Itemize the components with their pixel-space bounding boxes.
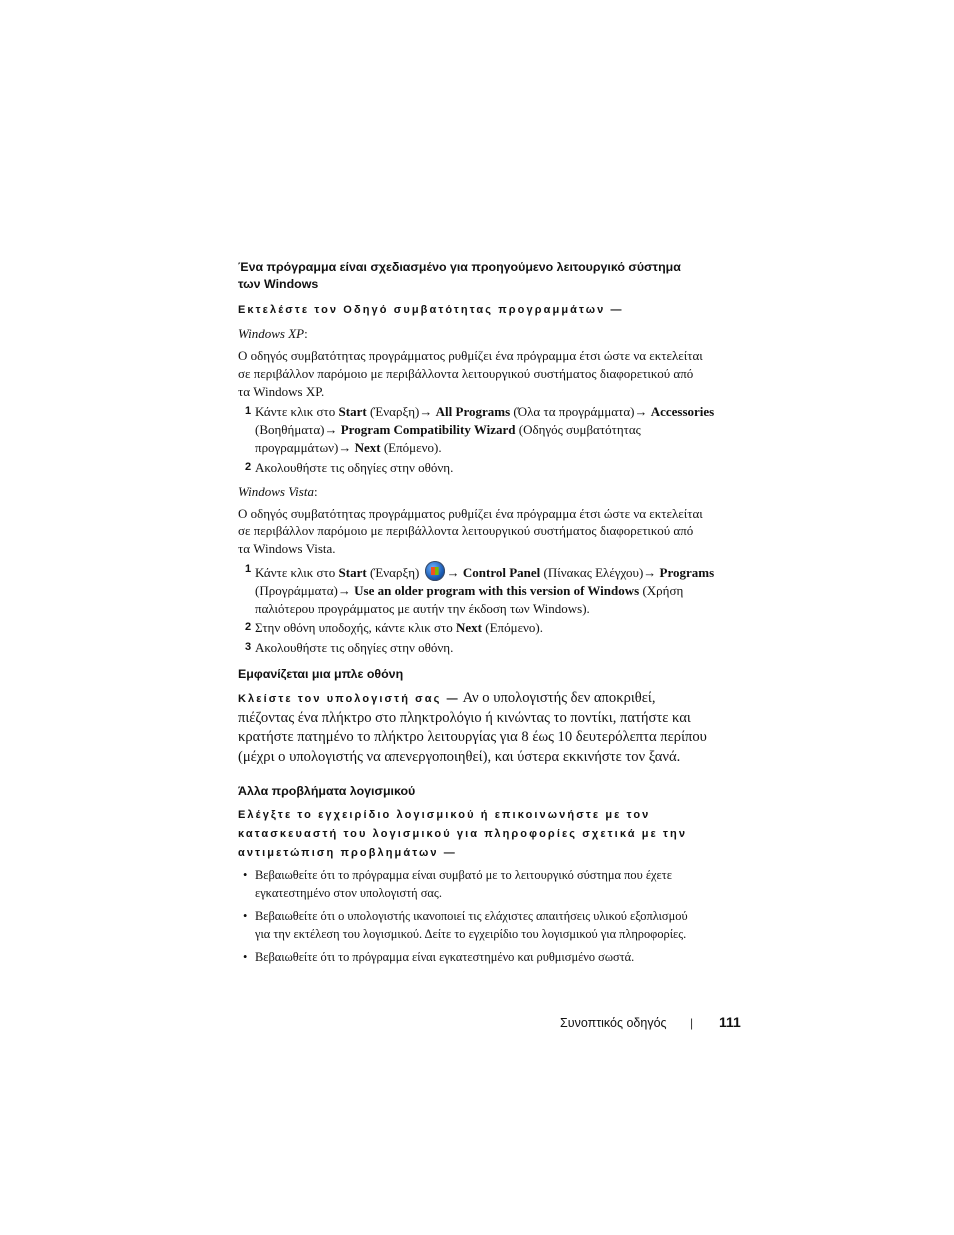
windows-start-orb-icon bbox=[425, 561, 445, 581]
vista-step-3: 3 Ακολουθήστε τις οδηγίες στην οθόνη. bbox=[245, 640, 454, 656]
footer-separator: | bbox=[690, 1016, 694, 1030]
list-item: • Βεβαιωθείτε ότι το πρόγραμμα είναι συμβατό με το λειτουργικό σύστημα που έχετε εγκατεστημένο στον υπολογιστή σας. bbox=[243, 868, 672, 900]
step-number: 2 bbox=[245, 460, 252, 473]
vista-step-2: 2 Στην οθόνη υποδοχής, κάντε κλικ στο Next (Επόμενο). bbox=[245, 620, 543, 636]
xp-step-1: 1 Κάντε κλικ στο Start (Έναρξη)→ All Programs (Όλα τα προγράμματα)→ Accessories (Βοηθήματα)→ Program Compatibility Wizard (Οδηγός συμβατότητας προγραμμάτων)→ Next (Επόμενο). bbox=[245, 404, 715, 455]
section-heading: Εμφανίζεται μια μπλε οθόνη bbox=[238, 667, 404, 681]
step-number: 2 bbox=[245, 621, 252, 634]
section-program-compat bbox=[238, 259, 738, 657]
step-number: 3 bbox=[245, 641, 252, 654]
step-number: 1 bbox=[245, 405, 252, 418]
bullet-icon: • bbox=[243, 950, 248, 964]
bullet-icon: • bbox=[243, 909, 248, 923]
list-item: • Βεβαιωθείτε ότι ο υπολογιστής ικανοποιεί τις ελάχιστες απαιτήσεις υλικού εξοπλισμού για την εκτέλεση του λογισμικού. Δείτε το εγχειρίδιο του λογισμικού για πληροφορίες. bbox=[243, 909, 688, 941]
footer-guide: Συνοπτικός οδηγός bbox=[560, 1016, 667, 1030]
blue-screen-paragraph: Κλείστε τον υπολογιστή σας — Αν ο υπολογιστής δεν αποκριθεί, πιέζοντας ένα πλήκτρο στο πληκτρολόγιο ή κινώντας το ποντίκι, πατήστε και κρατήστε πατημένο το πλήκτρο λειτουργίας για 8 έως 10 δευτερόλεπτα περίπου (μέχρι ο υπολογιστής να απενεργοποιηθεί), και ύστερα εκκινήστε τον ξανά. bbox=[238, 690, 707, 765]
section-other-software bbox=[238, 783, 738, 967]
vista-step-1: 1 Κάντε κλικ στο Start (Έναρξη) → Control Panel (Πίνακας Ελέγχου)→ Programs (Προγράμματα)→ Use an older program with this version of Windows (Χρήση παλιότερου προγράμματος με αυτήν την έκδοση των Windows). bbox=[245, 562, 715, 616]
section-heading: Άλλα προβλήματα λογισμικού bbox=[238, 784, 416, 798]
section-heading: Ένα πρόγραμμα είναι σχεδιασμένο για προηγούμενο λειτουργικό σύστημα των Windows bbox=[238, 260, 681, 291]
section-blue-screen bbox=[238, 666, 738, 767]
os-label-vista: Windows Vista: bbox=[238, 483, 318, 499]
lead-text: Εκτελέστε τον Οδηγό συμβατότητας προγραμμάτων — bbox=[238, 304, 624, 316]
xp-paragraph: Ο οδηγός συμβατότητας προγράμματος ρυθμίζει ένα πρόγραμμα έτσι ώστε να εκτελείται σε περιβάλλον παρόμοιο με περιβάλλοντα λειτουργικού συστήματος διαφορετικού από τα Windows XP. bbox=[238, 348, 703, 399]
list-item: • Βεβαιωθείτε ότι το πρόγραμμα είναι εγκατεστημένο και ρυθμισμένο σωστά. bbox=[238, 949, 738, 967]
bullet-icon: • bbox=[243, 868, 248, 882]
page-number: 111 bbox=[719, 1014, 741, 1030]
step-number: 1 bbox=[245, 562, 252, 575]
os-label-xp: Windows XP: bbox=[238, 326, 308, 341]
lead-text: Ελέγξτε το εγχειρίδιο λογισμικού ή επικοινωνήστε με τον κατασκευαστή του λογισμικού για πληροφορίες σχετικά με την αντιμετώπιση προβλημάτων — bbox=[238, 809, 688, 859]
vista-paragraph: Ο οδηγός συμβατότητας προγράμματος ρυθμίζει ένα πρόγραμμα έτσι ώστε να εκτελείται σε περιβάλλον παρόμοιο με περιβάλλοντα λειτουργικού συστήματος διαφορετικού από τα Windows Vista. bbox=[238, 505, 703, 557]
xp-step-2: 2 Ακολουθήστε τις οδηγίες στην οθόνη. bbox=[245, 459, 454, 475]
